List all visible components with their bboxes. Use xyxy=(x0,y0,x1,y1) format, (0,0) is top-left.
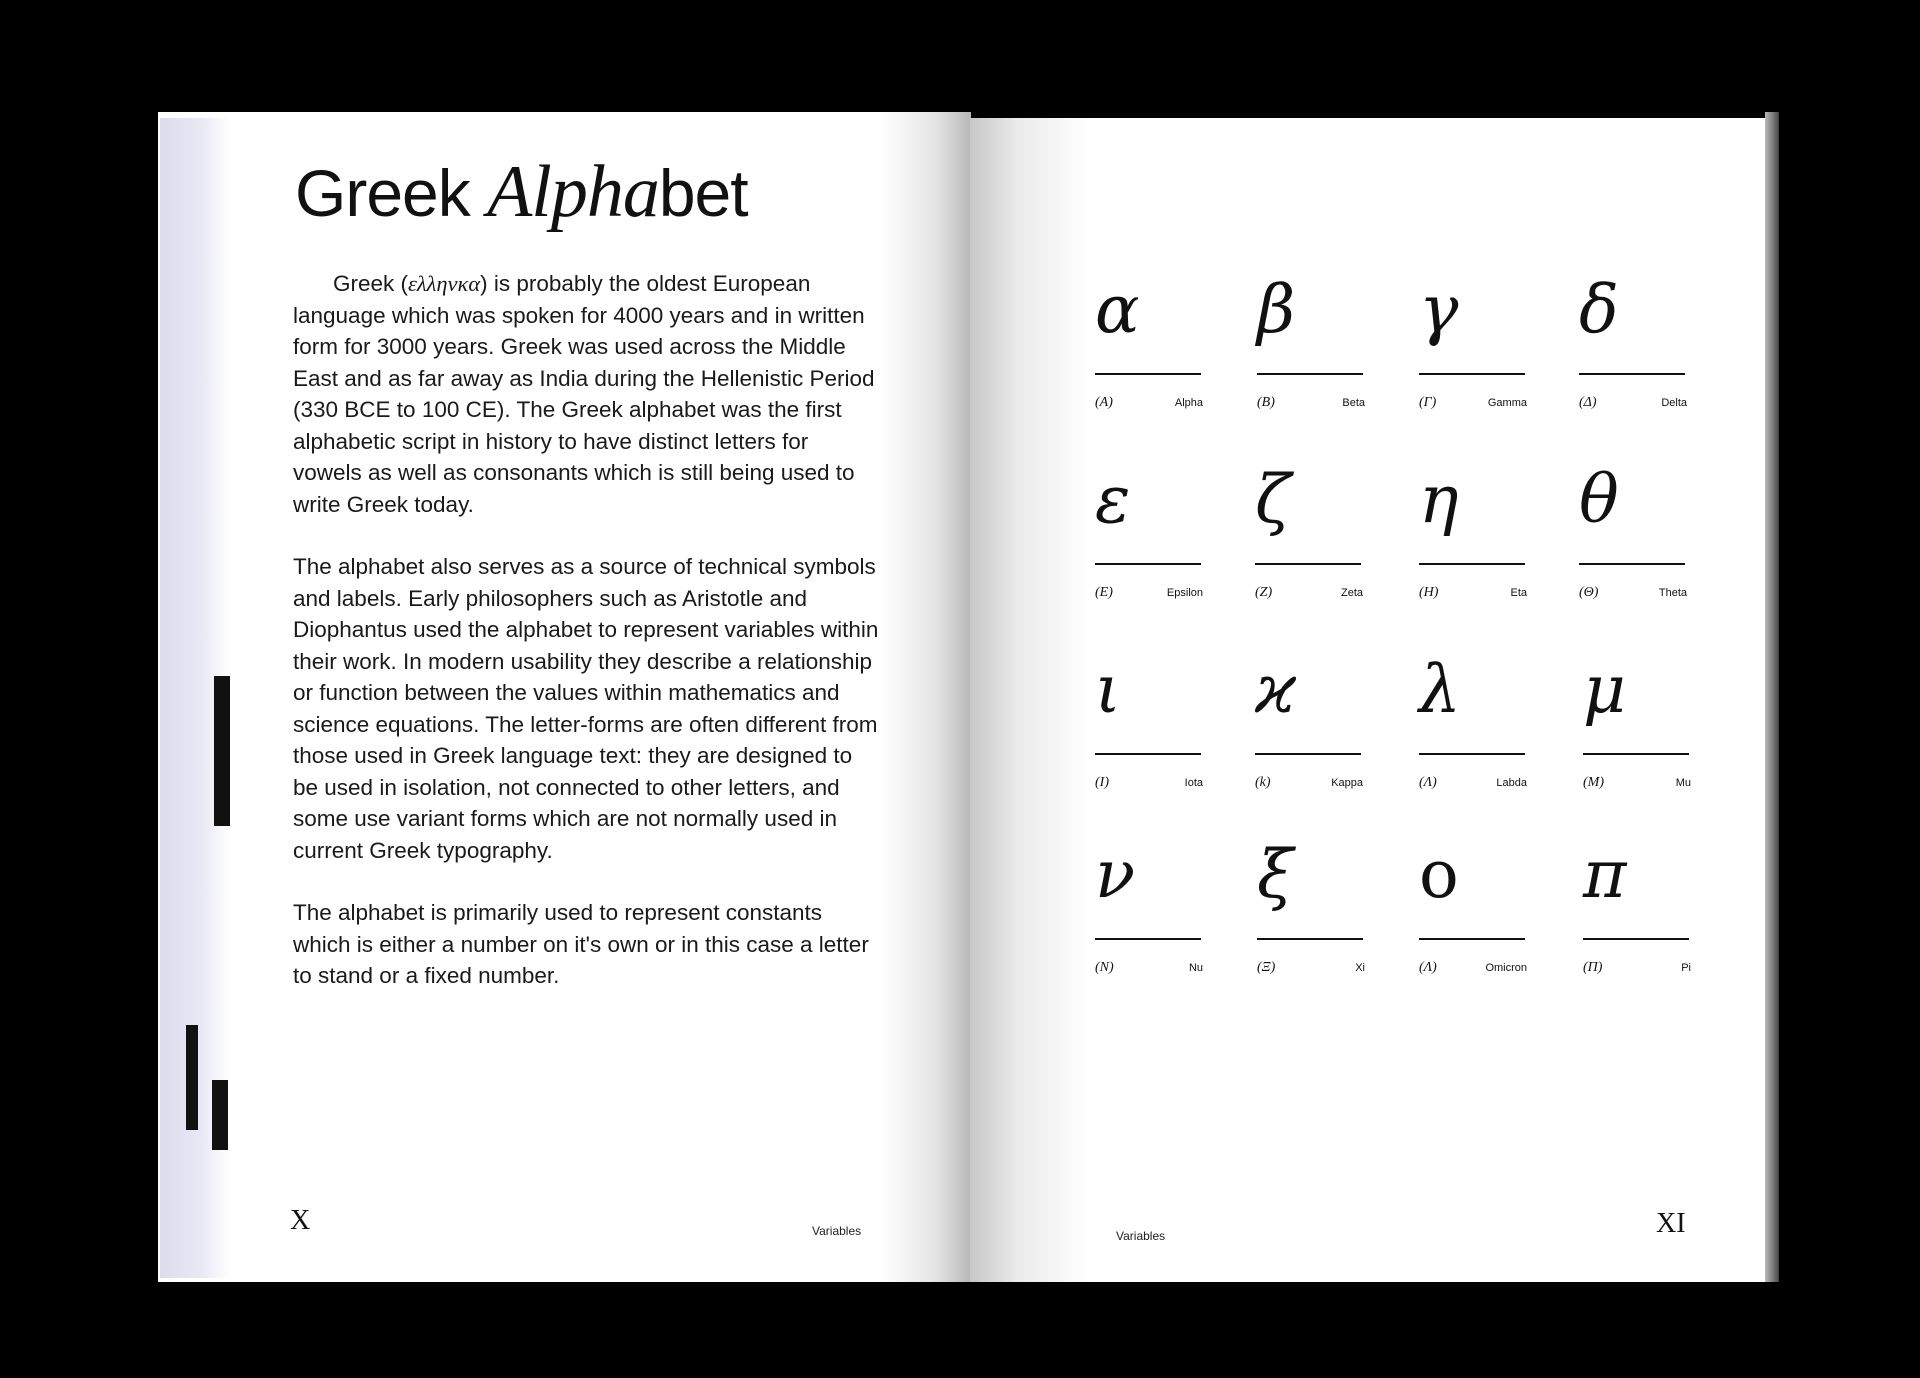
letter-cell-beta xyxy=(1257,270,1365,420)
letter-cell-eta xyxy=(1419,460,1527,610)
letter-name: Labda xyxy=(1496,777,1527,789)
letter-name: Eta xyxy=(1510,587,1527,599)
letter-uppercase: (Z) xyxy=(1255,585,1273,600)
letter-rule xyxy=(1095,563,1201,565)
letter-glyph: ν xyxy=(1095,836,1136,913)
title-regular-end: bet xyxy=(658,156,748,230)
greek-letter-grid xyxy=(1095,270,1695,1000)
letter-cell-zeta xyxy=(1255,460,1363,610)
letter-rule xyxy=(1579,563,1685,565)
letter-rule xyxy=(1419,753,1525,755)
page-number-right: XI xyxy=(1656,1208,1686,1239)
letter-cell-labda xyxy=(1419,650,1527,800)
paragraph-2: The alphabet also serves as a source of technical symbols and labels. Early philosophers such as Aristotle and Diophantus used the alphabet to represent variables within their work. In modern usability they describe a relationship or function between the values within mathematics and science equations. The letter-forms are often different from those used in Greek language text: they are designed to be used in isolation, not connected to other letters, and some use variant forms which are not normally used in current Greek typography. xyxy=(293,554,879,863)
greek-word: ελληνκα xyxy=(408,271,481,296)
paragraph-1-after: ) is probably the oldest European language which was spoken for 4000 years and in written form for 3000 years. Greek was used across the Middle East and as far away as India during the Hellenistic Period (330 BCE to 100 CE). The Greek alphabet was the first alphabetic script in history to have distinct letters for vowels as well as consonants which is still being used to write Greek today. xyxy=(293,271,875,517)
letter-rule xyxy=(1255,753,1361,755)
letter-uppercase: (B) xyxy=(1257,395,1275,410)
letter-uppercase: (H) xyxy=(1419,585,1439,600)
letter-rule xyxy=(1095,753,1201,755)
edge-mark-3 xyxy=(212,1080,228,1150)
letter-rule xyxy=(1095,938,1201,940)
letter-cell-mu xyxy=(1583,650,1691,800)
letter-glyph: β xyxy=(1257,271,1296,348)
body-text xyxy=(293,268,883,1023)
letter-uppercase: (Ξ) xyxy=(1257,960,1276,975)
scan-background-bottom xyxy=(150,1282,1770,1378)
letter-glyph: γ xyxy=(1419,271,1459,348)
letter-name: Alpha xyxy=(1174,397,1203,409)
letter-name: Epsilon xyxy=(1166,587,1203,599)
letter-rule xyxy=(1583,753,1689,755)
letter-name: Iota xyxy=(1184,777,1203,789)
letter-cell-xi xyxy=(1257,835,1365,985)
letter-rule xyxy=(1095,373,1201,375)
letter-uppercase: (N) xyxy=(1095,960,1114,975)
running-head-right: Variables xyxy=(1116,1229,1166,1243)
page-number-left: X xyxy=(290,1205,311,1236)
letter-rule xyxy=(1579,373,1685,375)
letter-glyph: π xyxy=(1583,836,1627,913)
letter-cell-epsilon xyxy=(1095,460,1203,610)
letter-glyph: δ xyxy=(1579,271,1619,348)
letter-rule xyxy=(1257,373,1363,375)
letter-rule xyxy=(1419,563,1525,565)
letter-glyph: ο xyxy=(1419,836,1459,913)
letter-glyph: ϰ xyxy=(1255,651,1297,728)
gutter-shadow-left xyxy=(881,112,971,1282)
letter-glyph: μ xyxy=(1583,651,1626,728)
edge-mark-2 xyxy=(186,1025,198,1130)
letter-uppercase: (Λ) xyxy=(1419,775,1437,790)
letter-cell-kappa xyxy=(1255,650,1363,800)
letter-uppercase: (M) xyxy=(1583,775,1604,790)
letter-rule xyxy=(1255,563,1361,565)
paragraph-3: The alphabet is primarily used to represent constants which is either a number on it's own or in this case a letter to stand or a fixed number. xyxy=(293,900,869,988)
letter-cell-nu xyxy=(1095,835,1203,985)
letter-uppercase: (Γ) xyxy=(1419,395,1437,410)
letter-rule xyxy=(1419,938,1525,940)
letter-name: Nu xyxy=(1188,962,1203,974)
letter-glyph: θ xyxy=(1579,461,1619,538)
letter-uppercase: (I) xyxy=(1095,775,1109,790)
letter-cell-iota xyxy=(1095,650,1203,800)
letter-rule xyxy=(1257,938,1363,940)
letter-uppercase: (Π) xyxy=(1583,960,1603,975)
paragraph-1 xyxy=(293,268,883,520)
title-regular-start: Greek xyxy=(295,156,488,230)
letter-rule xyxy=(1583,938,1689,940)
letter-glyph: ζ xyxy=(1255,461,1291,538)
edge-mark-1 xyxy=(214,676,230,826)
letter-uppercase: (Λ) xyxy=(1419,960,1437,975)
letter-name: Theta xyxy=(1658,587,1687,599)
letter-uppercase: (A) xyxy=(1095,395,1113,410)
letter-name: Mu xyxy=(1675,777,1691,789)
running-head-left: Variables xyxy=(812,1224,862,1238)
letter-uppercase: (Δ) xyxy=(1579,395,1597,410)
letter-name: Omicron xyxy=(1485,962,1527,974)
gutter-shadow-right xyxy=(970,118,1090,1284)
page-title xyxy=(295,150,748,235)
letter-name: Beta xyxy=(1342,397,1365,409)
letter-name: Delta xyxy=(1661,397,1687,409)
letter-uppercase: (E) xyxy=(1095,585,1113,600)
letter-uppercase: (k) xyxy=(1255,775,1271,790)
letter-name: Xi xyxy=(1355,962,1365,974)
letter-cell-theta xyxy=(1579,460,1687,610)
title-italic: Alpha xyxy=(487,151,659,233)
letter-cell-omicron xyxy=(1419,835,1527,985)
letter-cell-delta xyxy=(1579,270,1687,420)
letter-name: Gamma xyxy=(1487,397,1527,409)
letter-glyph: α xyxy=(1095,271,1140,348)
letter-glyph: ε xyxy=(1095,461,1131,538)
letter-cell-pi xyxy=(1583,835,1691,985)
letter-name: Kappa xyxy=(1331,777,1363,789)
letter-rule xyxy=(1419,373,1525,375)
paragraph-1-before: Greek ( xyxy=(333,271,409,296)
letter-glyph: λ xyxy=(1419,651,1461,728)
letter-cell-alpha xyxy=(1095,270,1203,420)
letter-glyph: ξ xyxy=(1257,836,1294,913)
letter-glyph: η xyxy=(1419,461,1459,538)
right-page-edge xyxy=(1765,112,1779,1282)
letter-name: Zeta xyxy=(1340,587,1363,599)
letter-cell-gamma xyxy=(1419,270,1527,420)
letter-name: Pi xyxy=(1681,962,1691,974)
letter-uppercase: (Θ) xyxy=(1579,585,1599,600)
letter-glyph: ι xyxy=(1095,651,1121,728)
